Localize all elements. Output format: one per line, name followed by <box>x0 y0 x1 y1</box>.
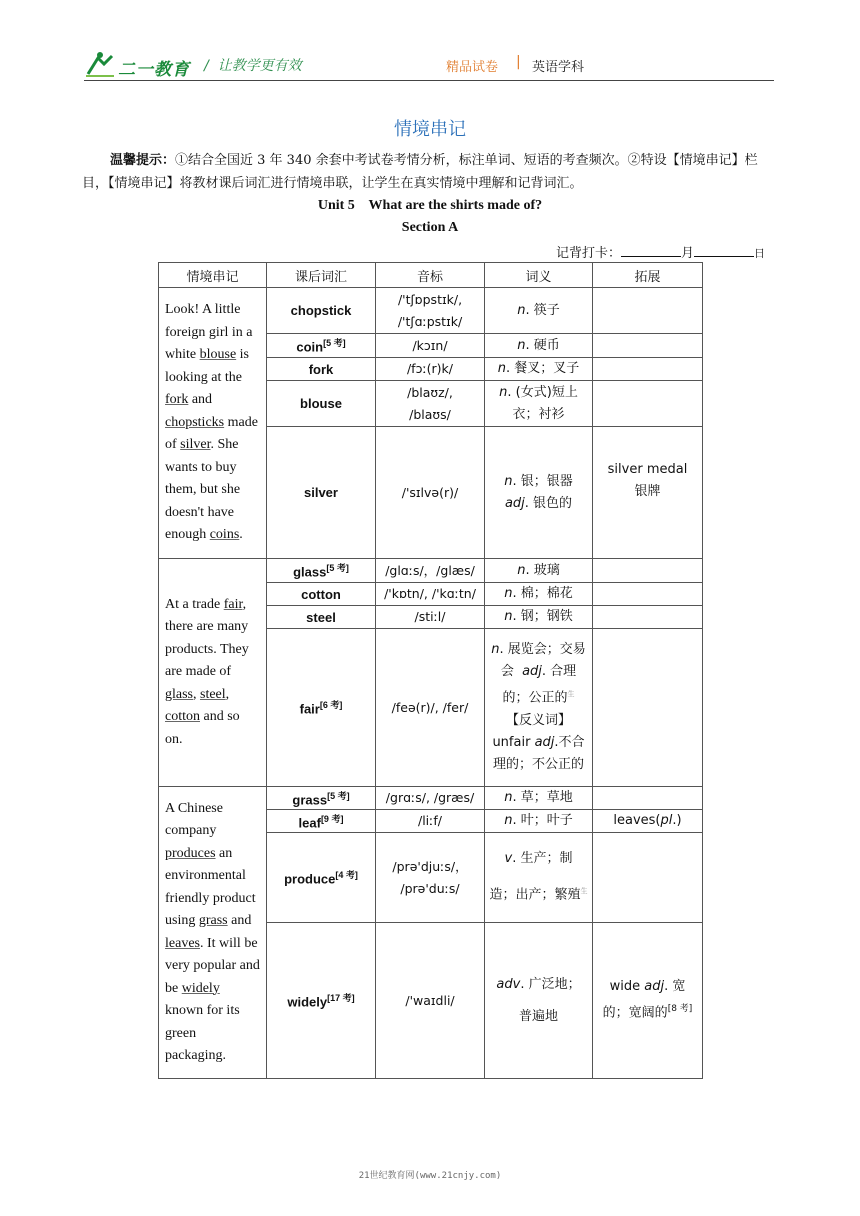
meaning-cell: n. (女式)短上 衣；衬衫 <box>485 381 593 427</box>
header-word: 课后词汇 <box>267 263 376 288</box>
extension-cell: silver medal 银牌 <box>593 427 703 559</box>
checkin-month: 月 <box>681 246 695 261</box>
unit-title: Unit 5 What are the shirts made of? <box>317 198 543 213</box>
page-header <box>84 50 784 80</box>
meaning-cell: n. 银；银器 adj. 银色的 <box>485 427 593 559</box>
extension-cell <box>593 358 703 381</box>
extension-cell <box>593 288 703 334</box>
meaning-cell: n. 筷子 <box>485 288 593 334</box>
word-cell: cotton <box>267 583 376 606</box>
word-cell: steel <box>267 606 376 629</box>
ipa-cell: /feə(r)/, /fer/ <box>376 629 485 787</box>
story-cell: Look! A little foreign girl in a white blouse is looking at the fork and chopsticks made of silver. She wants to buy them, but she doesn't have enough coins. <box>159 288 267 559</box>
meaning-cell: n. 钢；钢铁 <box>485 606 593 629</box>
tip-label: 温馨提示： <box>110 153 176 168</box>
word-cell: blouse <box>267 381 376 427</box>
word-cell: coin[5 考] <box>267 334 376 358</box>
ipa-cell: /'tʃɒpstɪk/, /'tʃɑːpstɪk/ <box>376 288 485 334</box>
story-cell: At a trade fair, there are many products. They are made of glass, steel, cotton and so on. <box>159 559 267 787</box>
word-cell: fork <box>267 358 376 381</box>
story-cell: A Chinese company produces an environmental friendly product using grass and leaves. It will be very popular and be widely known for its green packaging. <box>159 787 267 1079</box>
meaning-cell: n. 叶；叶子 <box>485 810 593 833</box>
checkin-line <box>556 242 765 261</box>
month-blank[interactable] <box>621 244 681 257</box>
extension-cell: wide adj. 宽 的；宽阔的[8 考] <box>593 923 703 1079</box>
meaning-cell: n. 硬币 <box>485 334 593 358</box>
checkin-label: 记背打卡： <box>556 246 622 261</box>
meaning-cell: v. 生产；制 造；出产；繁殖$^生$ <box>485 833 593 923</box>
extension-cell <box>593 334 703 358</box>
word-cell: leaf[9 考] <box>267 810 376 833</box>
table-header-row <box>159 263 703 288</box>
meaning-cell: n. 餐叉；叉子 <box>485 358 593 381</box>
meaning-cell: n. 玻璃 <box>485 559 593 583</box>
header-ipa: 音标 <box>376 263 485 288</box>
ipa-cell: /grɑːs/, /græs/ <box>376 787 485 810</box>
extension-cell <box>593 583 703 606</box>
ipa-cell: /'sɪlvə(r)/ <box>376 427 485 559</box>
extension-cell <box>593 606 703 629</box>
table-row <box>159 288 703 334</box>
header-story: 情境串记 <box>159 263 267 288</box>
ipa-cell: /'waɪdli/ <box>376 923 485 1079</box>
word-cell: grass[5 考] <box>267 787 376 810</box>
word-cell: produce[4 考] <box>267 833 376 923</box>
checkin-day: 日 <box>754 247 766 260</box>
page-footer: 21世纪教育网(www.21cnjy.com) <box>358 1171 502 1181</box>
ipa-cell: /glɑːs/，/glæs/ <box>376 559 485 583</box>
meaning-cell: n. 棉；棉花 <box>485 583 593 606</box>
header-meaning: 词义 <box>485 263 593 288</box>
extension-cell <box>593 559 703 583</box>
ipa-cell: /fɔː(r)k/ <box>376 358 485 381</box>
tip-paragraph <box>82 149 782 195</box>
word-cell: widely[17 考] <box>267 923 376 1079</box>
ipa-cell: /liːf/ <box>376 810 485 833</box>
meaning-cell: n. 展览会；交易会 adj. 合理的；公正的$^生$ 【反义词】 unfair adj.不合理的；不公正的 <box>485 629 593 787</box>
logo-text: 二一教育 <box>118 60 190 79</box>
day-blank[interactable] <box>694 244 754 257</box>
meaning-cell: adv. 广泛地； 普遍地 <box>485 923 593 1079</box>
page-title: 情境串记 <box>394 119 466 140</box>
word-cell: chopstick <box>267 288 376 334</box>
header-extension: 拓展 <box>593 263 703 288</box>
tip-text: ①结合全国近 3 年 340 余套中考试卷考情分析，标注单词、短语的考查频次。②特设【情境串记】栏目，【情境串记】将教材课后词汇进行情境串联，让学生在真实情境中理解和记背词汇。 <box>82 153 758 191</box>
ipa-cell: /stiːl/ <box>376 606 485 629</box>
extension-cell <box>593 381 703 427</box>
ipa-cell: /kɔɪn/ <box>376 334 485 358</box>
ipa-cell: /prə'djuːs/， /prə'duːs/ <box>376 833 485 923</box>
extension-cell <box>593 833 703 923</box>
extension-cell <box>593 629 703 787</box>
word-cell: glass[5 考] <box>267 559 376 583</box>
ipa-cell: /'kɒtn/, /'kɑːtn/ <box>376 583 485 606</box>
header-tag-subject: 英语学科 <box>532 60 585 75</box>
meaning-cell: n. 草；草地 <box>485 787 593 810</box>
vocab-table <box>158 262 703 1079</box>
section-title: Section A <box>401 220 459 235</box>
word-cell: fair[6 考] <box>267 629 376 787</box>
table-row <box>159 559 703 583</box>
word-cell: silver <box>267 427 376 559</box>
extension-cell: leaves(pl.) <box>593 810 703 833</box>
extension-cell <box>593 787 703 810</box>
header-rule <box>84 80 774 81</box>
header-tag-quality: 精品试卷 <box>446 60 499 75</box>
header-separator: | <box>516 54 521 70</box>
ipa-cell: /blaʊz/, /blaʊs/ <box>376 381 485 427</box>
header-slogan: / 让教学更有效 <box>204 58 302 74</box>
table-row <box>159 787 703 810</box>
